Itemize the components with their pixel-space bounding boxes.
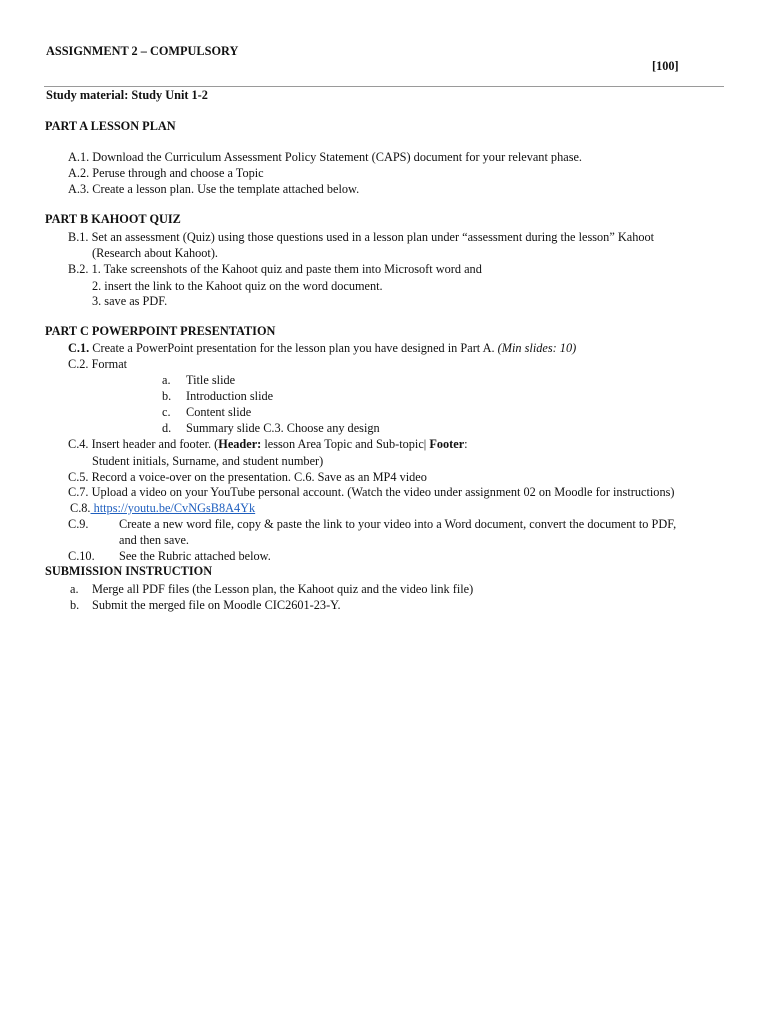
part-c-heading: PART C POWERPOINT PRESENTATION [45,324,276,338]
min-slides-note: (Min slides: 10) [497,341,577,355]
format-letter: c. [162,405,171,419]
format-item-b [162,389,273,404]
part-b-item-1-continued: (Research about Kahoot). [92,246,218,260]
item-number: C.8. [70,501,91,515]
part-c-item-1 [68,341,576,356]
submission-item-a [70,582,473,597]
submission-letter: b. [70,598,80,612]
format-text: Introduction slide [186,389,274,403]
part-b-heading: PART B KAHOOT QUIZ [45,212,181,226]
youtube-link[interactable]: https://youtu.be/CvNGsB8A4Yk [90,501,256,515]
assignment-title: ASSIGNMENT 2 – COMPULSORY [46,44,239,58]
part-c-item-10-text: See the Rubric attached below. [119,549,271,563]
part-b-item-1 [68,230,654,245]
part-c-item-4 [68,437,468,452]
part-c-item-9-number: C.9. [68,517,89,531]
part-c-item-9-continued: and then save. [119,533,189,547]
part-c-item-4-continued: Student initials, Surname, and student number) [92,454,324,468]
format-item-d [162,421,380,436]
submission-letter: a. [70,582,79,596]
format-text: Content slide [186,405,252,419]
format-letter: b. [162,389,172,403]
c4-colon: : [464,437,468,451]
item-number: B.1. [68,230,89,244]
item-number: B.2. [68,262,89,276]
part-c-item-8 [70,501,255,516]
format-item-c [162,405,251,420]
footer-label: Footer [429,437,465,451]
part-b-step-3: 3. save as PDF. [92,294,168,308]
submission-item-b [70,598,341,613]
format-text: Title slide [186,373,236,387]
study-material: Study material: Study Unit 1-2 [46,88,208,102]
format-letter: d. [162,421,172,435]
submission-text: Merge all PDF files (the Lesson plan, the Kahoot quiz and the video link file) [92,582,474,596]
header-label: Header: [218,437,262,451]
part-c-item-9-text: Create a new word file, copy & paste the link to your video into a Word document, convert the document to PDF, [119,517,677,531]
item-number: A.1. [68,150,90,164]
part-c-item-2: C.2. Format [68,357,128,371]
item-text: Download the Curriculum Assessment Policy Statement (CAPS) document for your relevant phase. [92,150,583,164]
item-text: Peruse through and choose a Topic [92,166,264,180]
item-text: 1. Take screenshots of the Kahoot quiz and paste them into Microsoft word and [91,262,482,276]
part-b-step-2: 2. insert the link to the Kahoot quiz on the word document. [92,279,383,293]
item-number: C.1. [68,341,90,355]
format-letter: a. [162,373,171,387]
part-a-item-1 [68,150,582,165]
part-c-item-7: C.7. Upload a video on your YouTube personal account. (Watch the video under assignment 02 on Moodle for instructions) [68,485,675,499]
format-text: Summary slide C.3. Choose any design [186,421,380,435]
part-a-item-2 [68,166,264,181]
part-a-item-3 [68,182,359,197]
item-number: A.3. [68,182,90,196]
header-divider [44,86,724,87]
part-a-heading: PART A LESSON PLAN [45,119,176,133]
c4-middle: lesson Area Topic and Sub-topic| [261,437,430,451]
submission-heading: SUBMISSION INSTRUCTION [45,564,213,578]
part-c-item-10-number: C.10. [68,549,95,563]
item-text: Create a PowerPoint presentation for the lesson plan you have designed in Part A. [92,341,495,355]
part-b-item-2 [68,262,482,277]
part-c-item-5: C.5. Record a voice-over on the presentation. C.6. Save as an MP4 video [68,470,427,484]
total-marks: [100] [652,59,679,73]
c4-prefix: C.4. Insert header and footer. ( [68,437,219,451]
format-item-a [162,373,235,388]
item-text: Create a lesson plan. Use the template attached below. [92,182,360,196]
item-text: Set an assessment (Quiz) using those questions used in a lesson plan under “assessment during the lesson” Kahoot [91,230,655,244]
submission-text: Submit the merged file on Moodle CIC2601-23-Y. [92,598,341,612]
item-number: A.2. [68,166,90,180]
